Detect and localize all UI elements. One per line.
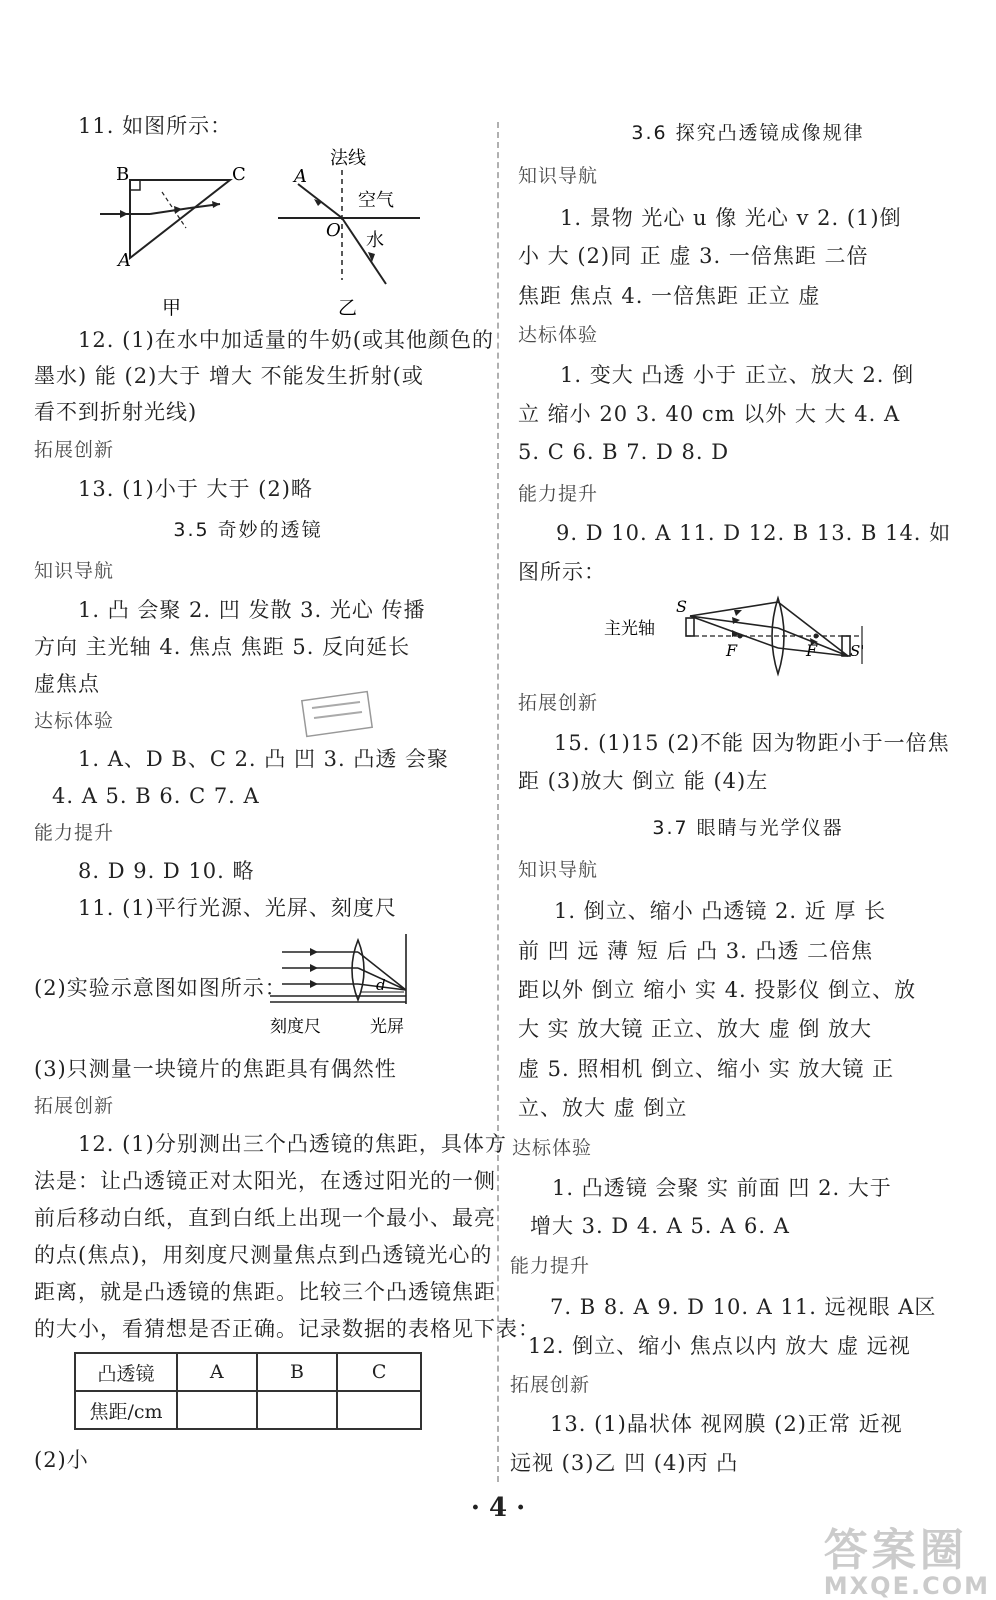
zhishi-line-1: 1. 景物 光心 u 像 光心 v 2. (1)倒 [560, 206, 902, 230]
fig3-label-S: S [676, 597, 687, 616]
heading-dabiao-2: 达标体验 [512, 1137, 593, 1159]
fig-label-A2: A [294, 166, 307, 187]
table-header-cell: A [177, 1353, 257, 1391]
section-3-6-title: 3.6 探究凸透镜成像规律 [631, 122, 865, 144]
heading-nengli: 能力提升 [34, 822, 115, 844]
zhishi2-line-2: 前 凹 远 薄 短 后 凸 3. 凸透 二倍焦 [518, 939, 874, 963]
q11-part3-line: (3)只测量一块镜片的焦距具有偶然性 [34, 1057, 397, 1081]
dabiao2-line-2: 增大 3. D 4. A 5. A 6. A [530, 1214, 790, 1238]
q12b-line-2: 法是：让凸透镜正对太阳光，在透过阳光的一侧 [34, 1169, 496, 1193]
heading-dabiao: 达标体验 [518, 324, 599, 346]
table-cell [337, 1391, 421, 1429]
tuozhan-line-2: 距 (3)放大 倒立 能 (4)左 [518, 769, 769, 793]
right-angle-mark [130, 180, 140, 190]
nengli-line-1: 8. D 9. D 10. 略 [78, 859, 255, 883]
dabiao-line-2: 4. A 5. B 6. C 7. A [52, 784, 260, 808]
zhishi-line-3: 焦距 焦点 4. 一倍焦距 正立 虚 [518, 284, 821, 308]
q13-line: 13. (1)小于 大于 (2)略 [78, 477, 313, 501]
fig-label-faxian: 法线 [330, 148, 366, 169]
arrow-in [120, 210, 128, 218]
zhishi-line-3: 虚焦点 [34, 672, 100, 696]
watermark-logo [823, 1525, 990, 1600]
heading-nengli-2: 能力提升 [510, 1255, 591, 1277]
fig-label-C: C [232, 164, 246, 185]
dabiao-line-1: 1. A、D B、C 2. 凸 凹 3. 凸透 会聚 [78, 747, 450, 771]
q12b-line-3: 前后移动白纸，直到白纸上出现一个最小、最亮 [34, 1206, 496, 1230]
nengli2-line-1: 7. B 8. A 9. D 10. A 11. 远视眼 A区 [550, 1295, 937, 1319]
fig2-label-screen: 光屏 [370, 1017, 404, 1037]
inner-ray [150, 208, 190, 214]
q12-line-2: 墨水) 能 (2)大于 增大 不能发生折射(或 [34, 364, 424, 388]
q12-line-1: 12. (1)在水中加适量的牛奶(或其他颜色的 [78, 328, 495, 352]
fig3-label-axis: 主光轴 [604, 619, 655, 639]
tuozhan-line-1: 15. (1)15 (2)不能 因为物距小于一倍焦 [554, 731, 950, 755]
tuozhan2-line-1: 13. (1)晶状体 视网膜 (2)正常 近视 [550, 1412, 903, 1436]
arrow-out [212, 201, 220, 208]
q12b-line-5: 距离，就是凸透镜的焦距。比较三个凸透镜焦距 [34, 1280, 496, 1304]
q11-line: 11. 如图所示： [78, 114, 233, 138]
zhishi-line-2: 小 大 (2)同 正 虚 3. 一倍焦距 二倍 [518, 244, 869, 268]
heading-dabiao: 达标体验 [34, 710, 115, 732]
fig-label-kongqi: 空气 [358, 190, 394, 211]
tuozhan2-line-2: 远视 (3)乙 凹 (4)丙 凸 [510, 1451, 739, 1475]
lens-imaging-figure [600, 590, 870, 680]
fig3-label-S2: S' [850, 642, 865, 660]
refraction-figure [90, 148, 440, 328]
table-row [75, 1391, 421, 1429]
zhishi2-line-4: 大 实 放大镜 正立、放大 虚 倒 放大 [518, 1017, 873, 1041]
q12b-line-1: 12. (1)分别测出三个凸透镜的焦距，具体方 [78, 1132, 507, 1156]
object-box [686, 618, 694, 636]
fig2-label-ruler: 刻度尺 [270, 1017, 321, 1037]
fig-label-A: A [118, 250, 131, 271]
fig3-label-F2: F [806, 641, 818, 660]
prism-triangle [130, 180, 230, 258]
heading-tuozhan: 拓展创新 [518, 692, 599, 714]
zhishi2-line-5: 虚 5. 照相机 倒立、缩小 实 放大镜 正 [518, 1057, 895, 1081]
table-cell [177, 1391, 257, 1429]
column-divider [497, 122, 499, 1482]
zhishi2-line-3: 距以外 倒立 缩小 实 4. 投影仪 倒立、放 [518, 978, 917, 1002]
focal-length-table [74, 1352, 422, 1430]
exp-line: (2)实验示意图如图所示： [34, 976, 287, 1000]
q12b-line-6: 的大小，看猜想是否正确。记录数据的表格见下表： [34, 1317, 540, 1341]
heading-tuozhan-1: 拓展创新 [34, 439, 115, 461]
nengli2-line-2: 12. 倒立、缩小 焦点以内 放大 虚 远视 [528, 1334, 911, 1358]
fig-label-jia: 甲 [162, 297, 182, 319]
zhishi-line-2: 方向 主光轴 4. 焦点 焦距 5. 反向延长 [34, 635, 411, 659]
fig-label-O: O [326, 220, 341, 241]
zhishi-line-1: 1. 凸 会聚 2. 凹 发散 3. 光心 传播 [78, 598, 426, 622]
dabiao-line-1: 1. 变大 凸透 小于 正立、放大 2. 倒 [560, 363, 915, 387]
dabiao-line-3: 5. C 6. B 7. D 8. D [518, 440, 730, 464]
nengli-line-1: 9. D 10. A 11. D 12. B 13. B 14. 如 [556, 521, 952, 545]
refracted-ray-b [342, 218, 386, 284]
heading-tuozhan-2: 拓展创新 [510, 1374, 591, 1396]
page-number: · 4 · [470, 1493, 526, 1523]
heading-zhishi: 知识导航 [34, 560, 115, 582]
heading-tuozhan-2: 拓展创新 [34, 1095, 115, 1117]
dabiao2-line-1: 1. 凸透镜 会聚 实 前面 凹 2. 大于 [552, 1176, 892, 1200]
table-cell: 焦距/cm [75, 1391, 177, 1429]
table-cell [257, 1391, 338, 1429]
section-3-7-title: 3.7 眼睛与光学仪器 [652, 817, 844, 839]
heading-zhishi-2: 知识导航 [518, 859, 599, 881]
fig-label-shui: 水 [366, 230, 384, 251]
dabiao-line-2: 立 缩小 20 3. 40 cm 以外 大 大 4. A [518, 402, 901, 426]
q12b-line-4: 的点(焦点)，用刻度尺测量焦点到凸透镜光心的 [34, 1243, 493, 1267]
fig-label-yi: 乙 [338, 297, 358, 319]
nengli-line-2: 11. (1)平行光源、光屏、刻度尺 [78, 896, 397, 920]
table-header-row [75, 1353, 421, 1391]
incident-ray-b [298, 184, 342, 218]
stamp-mark [300, 690, 376, 738]
table-header-cell: C [337, 1353, 421, 1391]
fig2-label-d: d [376, 976, 386, 994]
table-header-cell: 凸透镜 [75, 1353, 177, 1391]
heading-zhishi: 知识导航 [518, 165, 599, 187]
q12b-part2-line: (2)小 [34, 1448, 89, 1472]
q12-line-3: 看不到折射光线) [34, 400, 198, 424]
fig-label-B: B [116, 164, 130, 185]
zhishi2-line-1: 1. 倒立、缩小 凸透镜 2. 近 厚 长 [554, 899, 887, 923]
fig3-label-F1: F [726, 641, 738, 660]
zhishi2-line-6: 立、放大 虚 倒立 [518, 1096, 688, 1120]
watermark-line-1: 答案圈 [823, 1525, 968, 1576]
nengli-line-2: 图所示： [518, 560, 606, 584]
section-3-5-title: 3.5 奇妙的透镜 [173, 519, 323, 541]
heading-nengli: 能力提升 [518, 483, 599, 505]
watermark-line-2: MXQE.COM [823, 1572, 990, 1600]
table-header-cell: B [257, 1353, 338, 1391]
